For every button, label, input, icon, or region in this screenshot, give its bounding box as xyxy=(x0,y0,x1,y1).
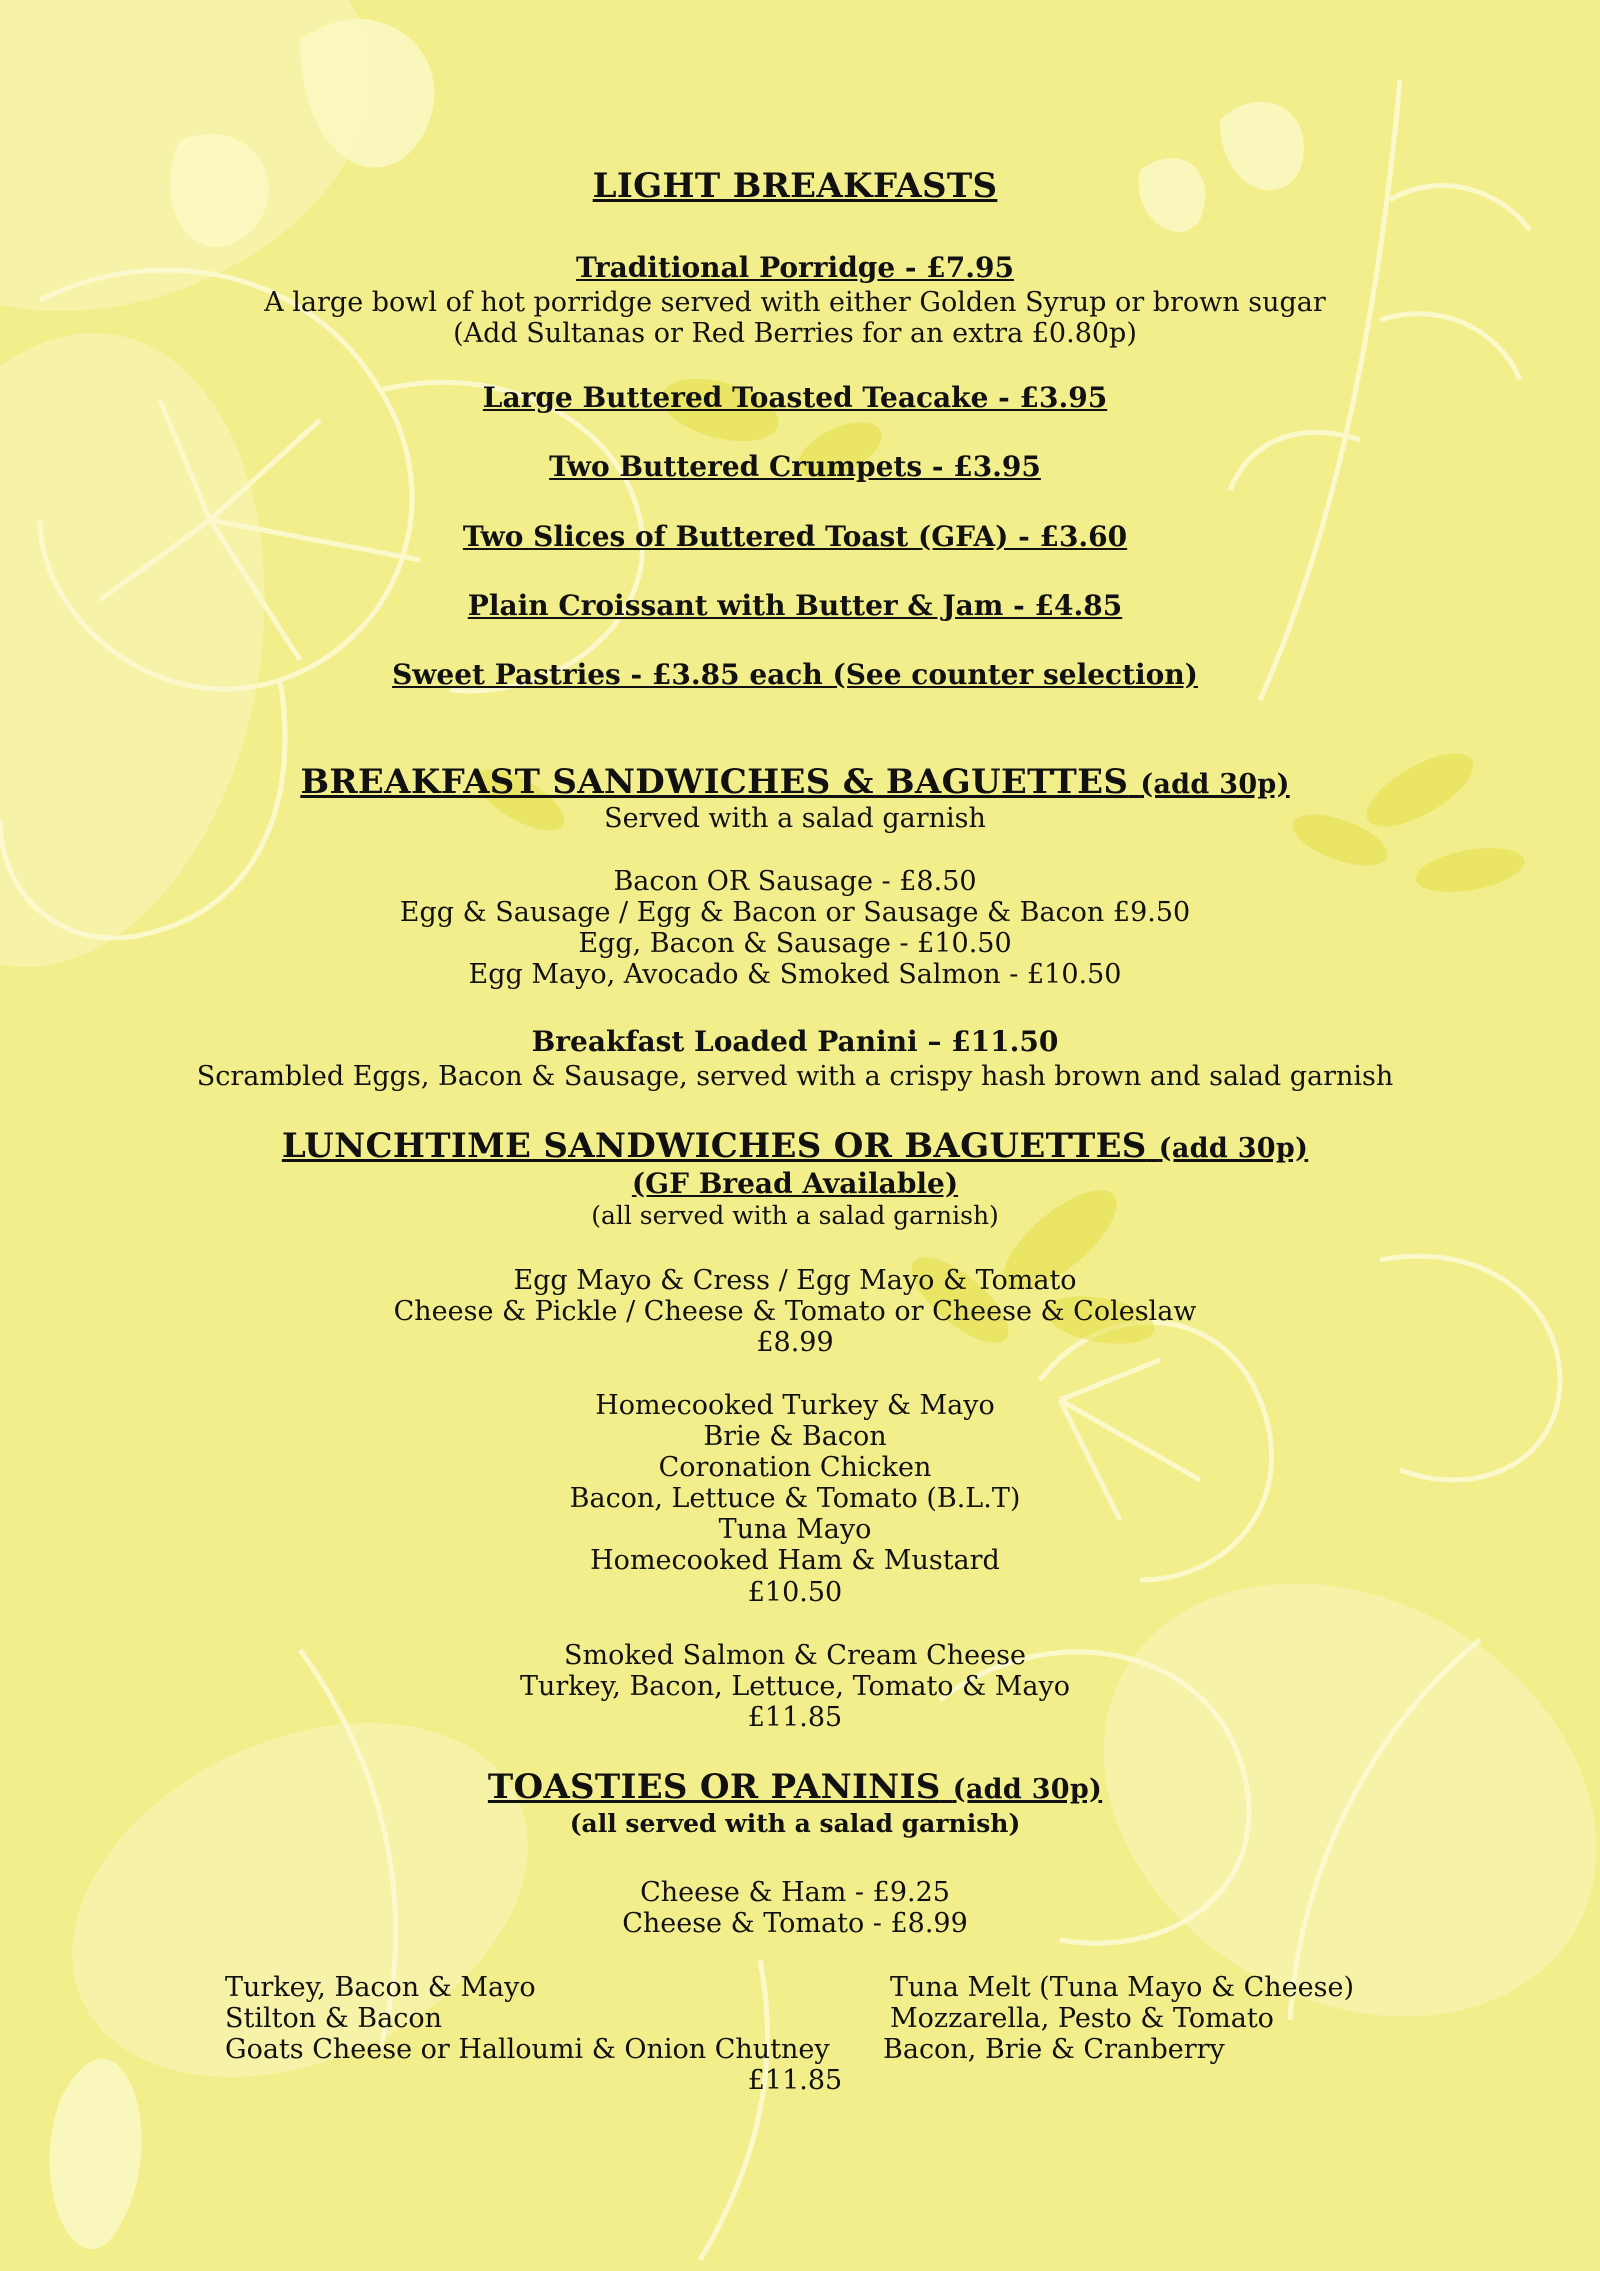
pastries-item: Sweet Pastries - £3.85 each (See counter selection) xyxy=(392,658,1198,691)
crumpets-item: Two Buttered Crumpets - £3.95 xyxy=(549,450,1041,483)
breakfast-sandwich-item: Bacon OR Sausage - £8.50 xyxy=(613,866,977,897)
lunch-price: £11.85 xyxy=(747,1702,843,1733)
toasties-heading xyxy=(0,1767,1590,1807)
breakfast-sandwiches-heading-text: BREAKFAST SANDWICHES & BAGUETTES xyxy=(300,762,1129,802)
toastie-item: Stilton & Bacon xyxy=(225,2003,443,2034)
breakfast-sandwiches-heading-note: (add 30p) xyxy=(1140,769,1290,800)
lunch-item: Brie & Bacon xyxy=(703,1421,887,1452)
lunchtime-heading-text: LUNCHTIME SANDWICHES OR BAGUETTES xyxy=(281,1126,1147,1166)
toastie-item: Cheese & Ham - £9.25 xyxy=(640,1877,950,1908)
toastie-item: Turkey, Bacon & Mayo xyxy=(225,1972,536,2003)
toastie-item: Bacon, Brie & Cranberry xyxy=(883,2034,1225,2065)
toastie-item: Mozzarella, Pesto & Tomato xyxy=(890,2003,1274,2034)
gf-bread-note: (GF Bread Available) xyxy=(631,1167,959,1200)
lunch-item: Egg Mayo & Cress / Egg Mayo & Tomato xyxy=(513,1265,1077,1296)
toasties-left-column xyxy=(225,1972,830,2065)
croissant-item: Plain Croissant with Butter & Jam - £4.85 xyxy=(467,589,1123,622)
light-breakfasts-heading: LIGHT BREAKFASTS xyxy=(592,166,998,206)
lunch-item: Smoked Salmon & Cream Cheese xyxy=(564,1640,1026,1671)
toasties-right-column xyxy=(883,1972,1354,2065)
porridge-extra: (Add Sultanas or Red Berries for an extra £0.80p) xyxy=(453,318,1137,349)
breakfast-sandwich-item: Egg, Bacon & Sausage - £10.50 xyxy=(578,928,1012,959)
lunch-item: Homecooked Turkey & Mayo xyxy=(595,1390,995,1421)
porridge-title: Traditional Porridge - £7.95 xyxy=(576,251,1014,284)
lunch-item: Turkey, Bacon, Lettuce, Tomato & Mayo xyxy=(519,1671,1071,1702)
lunchtime-heading xyxy=(0,1126,1590,1166)
toastie-item: Goats Cheese or Halloumi & Onion Chutney xyxy=(225,2034,830,2065)
lunch-price: £8.99 xyxy=(756,1327,834,1358)
toastie-item: Tuna Melt (Tuna Mayo & Cheese) xyxy=(890,1972,1354,2003)
toasties-price: £11.85 xyxy=(747,2065,843,2096)
breakfast-sandwich-item: Egg Mayo, Avocado & Smoked Salmon - £10.50 xyxy=(468,959,1122,990)
toasties-subtitle: (all served with a salad garnish) xyxy=(569,1809,1021,1838)
lunch-price: £10.50 xyxy=(747,1577,843,1608)
porridge-description: A large bowl of hot porridge served with either Golden Syrup or brown sugar xyxy=(264,287,1326,318)
lunchtime-subtitle: (all served with a salad garnish) xyxy=(591,1201,999,1230)
panini-description: Scrambled Eggs, Bacon & Sausage, served with a crispy hash brown and salad garnish xyxy=(196,1061,1394,1092)
lunchtime-heading-note: (add 30p) xyxy=(1158,1133,1309,1164)
breakfast-sandwich-item: Egg & Sausage / Egg & Bacon or Sausage & Bacon £9.50 xyxy=(399,897,1191,928)
toastie-item: Cheese & Tomato - £8.99 xyxy=(622,1908,968,1939)
lunch-item: Coronation Chicken xyxy=(658,1452,932,1483)
breakfast-sandwiches-heading xyxy=(0,762,1590,802)
lunch-item: Tuna Mayo xyxy=(718,1514,872,1545)
toasties-heading-note: (add 30p) xyxy=(952,1774,1103,1805)
panini-title: Breakfast Loaded Panini – £11.50 xyxy=(531,1025,1059,1058)
lunch-item: Bacon, Lettuce & Tomato (B.L.T) xyxy=(569,1483,1021,1514)
lunch-item: Homecooked Ham & Mustard xyxy=(590,1545,1000,1576)
lunch-item: Cheese & Pickle / Cheese & Tomato or Cheese & Coleslaw xyxy=(393,1296,1197,1327)
toasties-heading-text: TOASTIES OR PANINIS xyxy=(487,1767,941,1807)
toast-item: Two Slices of Buttered Toast (GFA) - £3.60 xyxy=(462,520,1128,553)
teacake-item: Large Buttered Toasted Teacake - £3.95 xyxy=(482,381,1108,414)
breakfast-sandwiches-subtitle: Served with a salad garnish xyxy=(604,803,986,834)
